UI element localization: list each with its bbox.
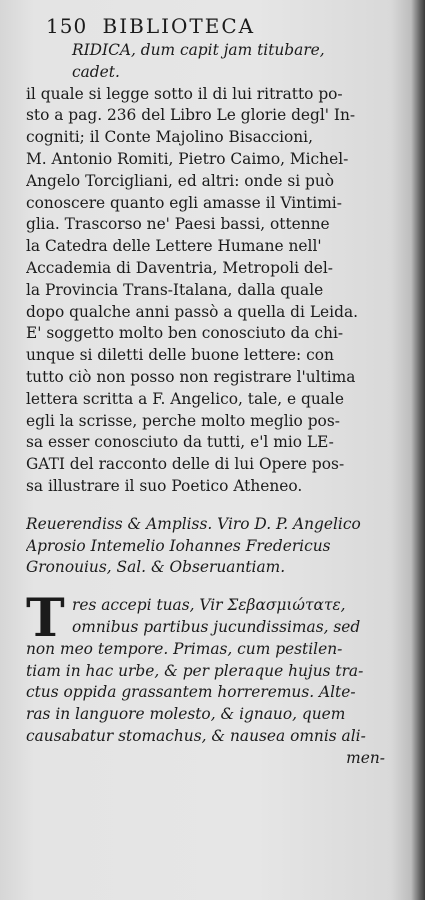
spacer	[26, 498, 391, 514]
text-line: conoscere quanto egli amasse il Vintimi-	[26, 193, 342, 212]
letter-line: ctus oppida grassantem horreremus. Alte-	[26, 683, 356, 702]
text-line: lettera scritta a F. Angelico, tale, e quale	[26, 389, 344, 408]
address-line: Gronouius, Sal. & Obseruantiam.	[26, 558, 286, 577]
text-line: glia. Trascorso ne' Paesi bassi, ottenne	[26, 215, 330, 234]
catchword: men-	[346, 748, 385, 767]
text-line: M. Antonio Romiti, Pietro Caimo, Michel-	[26, 149, 349, 168]
text-line: egli la scrisse, perche molto meglio pos-	[26, 411, 340, 430]
text-line: Accademia di Daventria, Metropoli del-	[26, 258, 334, 277]
letter-line: omnibus partibus jucundissimas, sed	[72, 617, 361, 636]
text-line: dopo qualche anni passò a quella di Leida.	[26, 302, 359, 321]
text-line: sa illustrare il suo Poetico Atheneo.	[26, 476, 303, 495]
text-line: tutto ciò non posso non registrare l'ultima	[26, 367, 356, 386]
address-line: Aprosio Intemelio Iohannes Fredericus	[26, 536, 331, 555]
text-line: il quale si legge sotto il di lui ritratto po-	[26, 84, 343, 103]
page-number: 150	[46, 14, 88, 38]
text-line: unque si diletti delle buone lettere: con	[26, 346, 334, 365]
drop-cap: T	[26, 588, 65, 650]
text-line: sto a pag. 236 del Libro Le glorie degl' In-	[26, 106, 356, 125]
text-line: RIDICA, dum capit jam titubare,	[72, 41, 325, 59]
text-line: sa esser conosciuto da tutti, e'l mio LE-	[26, 433, 334, 452]
text-line: la Catedra delle Lettere Humane nell'	[26, 237, 322, 256]
text-line: cogniti; il Conte Majolino Bisaccioni,	[26, 128, 313, 147]
address-line: Reuerendiss & Ampliss. Viro D. P. Angelico	[26, 514, 361, 533]
letter-body	[26, 588, 391, 769]
page-gutter-shadow	[411, 0, 425, 900]
letter-line: tiam in hac urbe, & per pleraque hujus tra-	[26, 661, 364, 680]
text-line: la Provincia Trans-Italana, dalla quale	[26, 280, 324, 299]
running-title: BIBLIOTECA	[102, 14, 256, 38]
letter-line: non meo tempore. Primas, cum pestilen-	[26, 639, 343, 658]
letter-line: ras in languore molesto, & ignauo, quem	[26, 705, 346, 724]
spacer	[26, 579, 391, 595]
running-header	[46, 14, 255, 38]
text-line: E' soggetto molto ben conosciuto da chi-	[26, 324, 344, 343]
text-line: cadet.	[72, 62, 120, 81]
body-text	[26, 40, 391, 770]
letter-line: causabatur stomachus, & nausea omnis ali-	[26, 726, 366, 745]
letter-line: res accepi tuas, Vir Σεβασμιώτατε,	[72, 596, 346, 615]
text-line: Angelo Torcigliani, ed altri: onde si può	[26, 171, 335, 190]
text-line: GATI del racconto delle di lui Opere pos-	[26, 455, 345, 474]
